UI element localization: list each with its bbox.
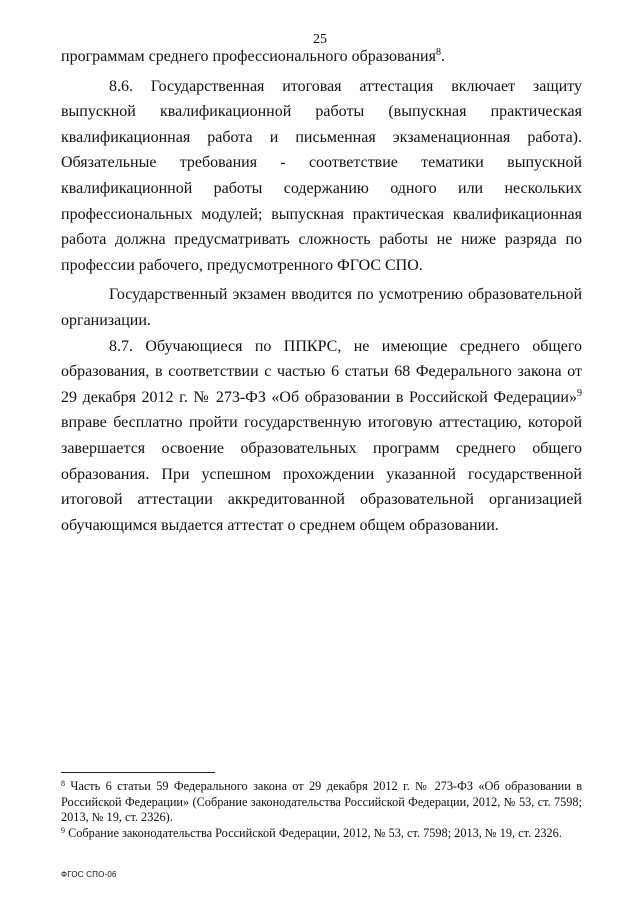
document-code: ФГОС СПО-06 (61, 870, 117, 879)
paragraph-8-7: 8.7. Обучающиеся по ППКРС, не имеющие среднего общего образования, в соответствии с частью 6 статьи 68 Федерального закона от 29 декабря 2012 г. № 273-ФЗ «Об образовании в Российской Федерации»$^9$ вправе бесплатно пройти государственную итоговую аттестацию, которой завершается освоение образовательных программ среднего общего образования. При успешном прохождении указанной государственной итоговой аттестации аккредитованной образовательной организацией обучающимся выдается аттестат о среднем общем образовании. (61, 337, 582, 534)
page-number: 25 (313, 32, 327, 47)
paragraph-8-6: 8.6. Государственная итоговая аттестация включает защиту выпускной квалификационной работы (выпускная практическая квалификационная работа и письменная экзаменационная работа). Обязательные требования - соответствие тематики выпускной квалификационной работы содержанию одного или нескольких профессиональных модулей; выпускная практическая квалификационная работа должна предусматривать сложность работы не ниже разряда по профессии рабочего, предусмотренного ФГОС СПО. (61, 77, 582, 274)
footnotes (61, 779, 582, 841)
footnote-divider (61, 772, 215, 773)
footnote-8: $^8$ Часть 6 статьи 59 Федерального закона от 29 декабря 2012 г. № 273-ФЗ «Об образовании в Российской Федерации» (Собрание законодательства Российской Федерации, 2012, № 53, ст. 7598; 2013, № 19, ст. 2326). (61, 779, 582, 824)
footnote-mark: 9 (61, 825, 65, 835)
paragraph-continuation: программам среднего профессионального образования$^8$. (61, 47, 445, 65)
footnote-ref-9[interactable]: 9 (577, 387, 582, 399)
body-text (61, 44, 582, 538)
footnote-mark: 8 (61, 779, 65, 788)
footnote-9: $^9$ Собрание законодательства Российской Федерации, 2012, № 53, ст. 7598; 2013, № 19, ст. 2326. (61, 825, 562, 840)
footnote-ref-8[interactable]: 8 (435, 47, 441, 58)
paragraph-state-exam: Государственный экзамен вводится по усмотрению образовательной организации. (61, 286, 582, 329)
